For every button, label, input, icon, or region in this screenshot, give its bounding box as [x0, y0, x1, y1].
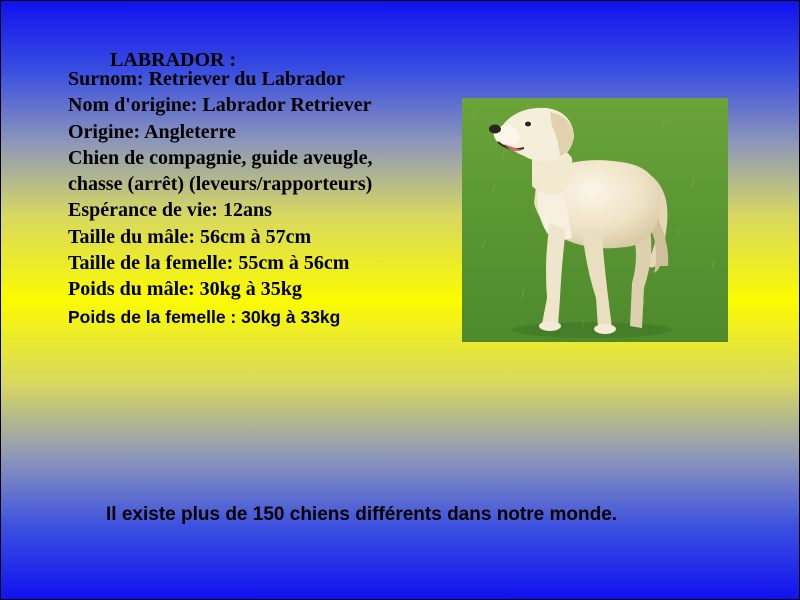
labrador-photo — [462, 98, 728, 342]
breed-count-note: Il existe plus de 150 chiens différents dans notre monde. — [106, 504, 618, 525]
labrador-illustration — [462, 98, 728, 342]
info-item-female-weight: Poids de la femelle : 30kg à 33kg — [68, 306, 341, 327]
breed-info-list — [68, 66, 388, 330]
info-item-nickname: Surnom: Retriever du Labrador — [68, 68, 345, 90]
info-item-male-height: Taille du mâle: 56cm à 57cm — [68, 225, 312, 248]
info-item-life-expectancy: Espérance de vie: 12ans — [68, 199, 272, 222]
info-item-origin-name: Nom d'origine: Labrador Retriever — [68, 94, 372, 117]
info-item-role: Chien de compagnie, guide aveugle, chasse (arrêt) (leveurs/rapporteurs) — [68, 146, 373, 196]
info-item-male-weight: Poids du mâle: 30kg à 35kg — [68, 278, 302, 301]
slide-title: LABRADOR : — [110, 49, 237, 71]
info-item-female-height: Taille de la femelle: 55cm à 56cm — [68, 252, 350, 275]
info-item-origin: Origine: Angleterre — [68, 120, 236, 143]
